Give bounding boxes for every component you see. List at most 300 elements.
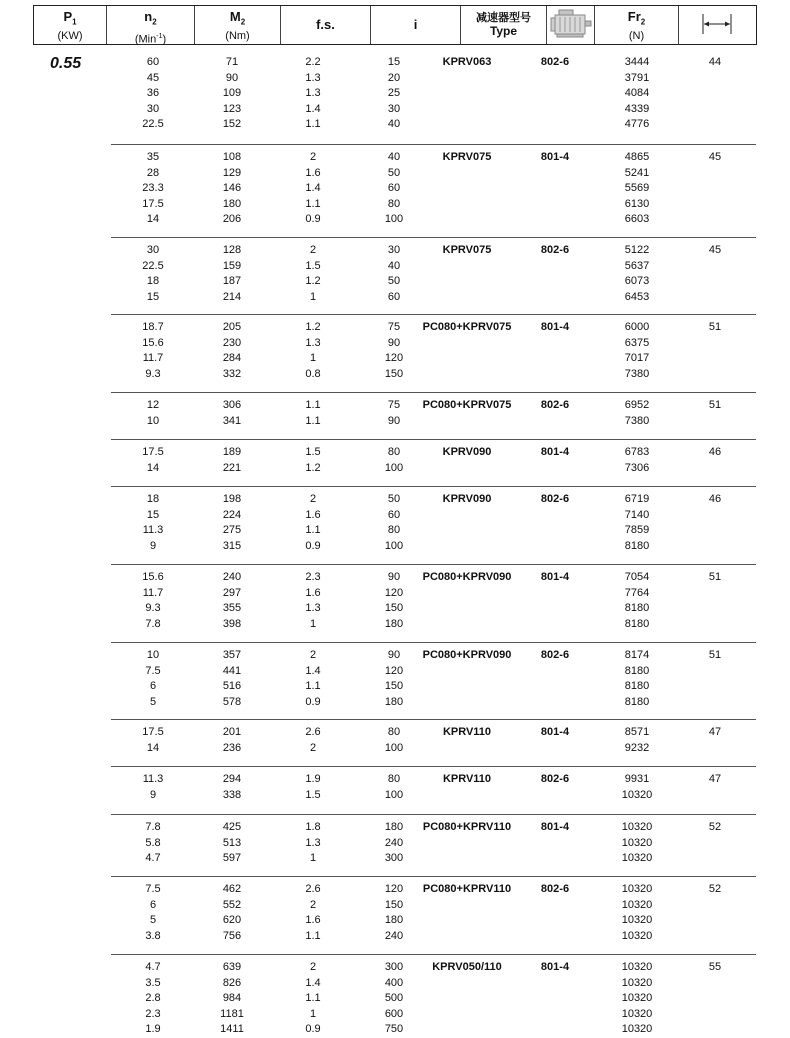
cell-fs: 1.2: [305, 321, 321, 333]
cell-dimension: 45: [708, 244, 722, 256]
cell-fs: 1.1: [305, 680, 321, 693]
cell-type: KPRV050/110: [432, 961, 502, 973]
cell-m2: 221: [222, 461, 242, 474]
cell-ratio: 80: [387, 197, 401, 210]
cell-ratio: 100: [384, 788, 404, 801]
header-fr2: $Fr_2$ (N): [594, 6, 678, 44]
cell-fs: 1.4: [305, 664, 321, 677]
cell-dimension: 47: [708, 726, 722, 738]
cell-fr2: 10320: [621, 836, 653, 849]
cell-m2: 205: [222, 321, 242, 333]
cell-fr2: 8180: [624, 602, 650, 615]
cell-motor: 802-6: [540, 244, 570, 256]
cell-m2: 826: [222, 976, 242, 989]
cell-fr2: 6130: [624, 197, 650, 210]
cell-type: KPRV063: [442, 56, 492, 68]
group-separator: [111, 439, 756, 440]
cell-ratio: 40: [387, 118, 401, 131]
cell-type: PC080+KPRV110: [422, 821, 512, 833]
cell-m2: 109: [222, 87, 242, 100]
cell-fs: 0.9: [305, 213, 321, 226]
cell-ratio: 75: [387, 399, 401, 411]
cell-fs: 2: [309, 493, 317, 505]
cell-motor: 801-4: [540, 571, 570, 583]
cell-n2: 36: [146, 87, 160, 100]
cell-m2: 206: [222, 213, 242, 226]
power-rating: 0.55: [50, 55, 82, 72]
cell-m2: 198: [222, 493, 242, 505]
cell-m2: 332: [222, 367, 242, 380]
motor-icon: [548, 6, 594, 42]
cell-m2: 71: [225, 56, 239, 68]
cell-ratio: 90: [387, 336, 401, 349]
cell-n2: 28: [146, 166, 160, 179]
cell-ratio: 40: [387, 151, 401, 163]
cell-motor: 801-4: [540, 446, 570, 458]
cell-ratio: 150: [384, 602, 404, 615]
cell-fs: 2.6: [305, 883, 321, 895]
cell-m2: 552: [222, 898, 242, 911]
cell-fr2: 6000: [624, 321, 650, 333]
cell-n2: 5: [149, 695, 157, 708]
cell-dimension: 51: [708, 399, 722, 411]
cell-m2: 639: [222, 961, 242, 973]
cell-m2: 341: [222, 414, 242, 427]
cell-fr2: 3444: [624, 56, 650, 68]
cell-m2: 315: [222, 539, 242, 552]
cell-fr2: 4865: [624, 151, 650, 163]
header-m2: $M_2$ (Nm): [194, 6, 280, 44]
cell-m2: 284: [222, 352, 242, 365]
cell-n2: 5: [149, 914, 157, 927]
cell-fs: 1.4: [305, 102, 321, 115]
cell-dimension: 52: [708, 883, 722, 895]
cell-ratio: 300: [384, 852, 404, 865]
cell-m2: 123: [222, 102, 242, 115]
cell-type: KPRV075: [442, 244, 492, 256]
cell-n2: 11.3: [142, 773, 164, 785]
cell-fs: 1.2: [305, 275, 321, 288]
cell-m2: 462: [222, 883, 242, 895]
cell-n2: 35: [146, 151, 160, 163]
cell-fs: 0.9: [305, 695, 321, 708]
cell-m2: 187: [222, 275, 242, 288]
cell-m2: 236: [222, 741, 242, 754]
cell-fr2: 10320: [621, 898, 653, 911]
cell-dimension: 51: [708, 649, 722, 661]
cell-ratio: 80: [387, 726, 401, 738]
cell-m2: 1411: [220, 1023, 244, 1036]
cell-n2: 17.5: [142, 197, 164, 210]
cell-m2: 90: [225, 71, 239, 84]
cell-fr2: 10320: [621, 1007, 653, 1020]
cell-fr2: 10320: [621, 852, 653, 865]
cell-dimension: 45: [708, 151, 722, 163]
cell-motor: 801-4: [540, 821, 570, 833]
cell-m2: 441: [222, 664, 242, 677]
cell-n2: 30: [146, 102, 160, 115]
cell-type: PC080+KPRV075: [422, 399, 512, 411]
cell-ratio: 300: [384, 961, 404, 973]
cell-n2: 9: [149, 539, 157, 552]
cell-fr2: 4776: [624, 118, 650, 131]
cell-fs: 1.9: [305, 773, 321, 785]
cell-ratio: 90: [387, 414, 401, 427]
cell-fr2: 8180: [624, 664, 650, 677]
cell-fr2: 5241: [624, 166, 650, 179]
cell-ratio: 180: [384, 695, 404, 708]
cell-m2: 230: [222, 336, 242, 349]
cell-ratio: 120: [384, 352, 404, 365]
cell-type: KPRV090: [442, 446, 492, 458]
cell-ratio: 750: [384, 1023, 404, 1036]
group-separator: [111, 954, 756, 955]
cell-n2: 9.3: [145, 367, 161, 380]
cell-fs: 1.3: [305, 336, 321, 349]
cell-m2: 108: [222, 151, 242, 163]
cell-motor: 801-4: [540, 321, 570, 333]
header-p1: $P_1$ (KW): [57, 9, 83, 42]
header-n2: $n_2$ (Min$^{-1}$): [106, 6, 194, 44]
cell-fs: 0.9: [305, 539, 321, 552]
cell-m2: 294: [222, 773, 242, 785]
cell-fr2: 8180: [624, 539, 650, 552]
cell-n2: 18: [146, 493, 160, 505]
cell-fs: 1.4: [305, 976, 321, 989]
cell-ratio: 100: [384, 539, 404, 552]
cell-fr2: 10320: [621, 1023, 653, 1036]
cell-fs: 2.6: [305, 726, 321, 738]
cell-m2: 214: [222, 290, 242, 303]
group-separator: [111, 766, 756, 767]
cell-ratio: 120: [384, 883, 404, 895]
cell-n2: 18.7: [142, 321, 164, 333]
cell-n2: 11.3: [142, 524, 164, 537]
table-header: [33, 5, 757, 45]
cell-m2: 357: [222, 649, 242, 661]
cell-n2: 6: [149, 898, 157, 911]
cell-ratio: 40: [387, 259, 401, 272]
cell-fr2: 6603: [624, 213, 650, 226]
cell-fr2: 6783: [624, 446, 650, 458]
cell-motor: 802-6: [540, 649, 570, 661]
cell-n2: 3.8: [145, 929, 161, 942]
cell-n2: 2.3: [145, 1007, 161, 1020]
header-fs: f.s.: [280, 6, 370, 44]
cell-fr2: 8174: [624, 649, 650, 661]
cell-n2: 12: [146, 399, 160, 411]
cell-type: PC080+KPRV075: [422, 321, 512, 333]
group-separator: [111, 314, 756, 315]
cell-fs: 1.1: [305, 929, 321, 942]
cell-m2: 425: [222, 821, 242, 833]
cell-dimension: 46: [708, 446, 722, 458]
cell-fr2: 10320: [621, 992, 653, 1005]
cell-fr2: 10320: [621, 976, 653, 989]
cell-ratio: 500: [384, 992, 404, 1005]
cell-n2: 7.5: [145, 883, 161, 895]
cell-fs: 1: [309, 290, 317, 303]
cell-fr2: 5122: [624, 244, 650, 256]
cell-m2: 306: [222, 399, 242, 411]
cell-fs: 1.1: [305, 197, 321, 210]
cell-ratio: 400: [384, 976, 404, 989]
cell-fr2: 9931: [624, 773, 650, 785]
cell-ratio: 60: [387, 290, 401, 303]
cell-fr2: 7054: [624, 571, 650, 583]
cell-ratio: 180: [384, 617, 404, 630]
cell-fs: 1.6: [305, 586, 321, 599]
dimension-arrow-icon: [697, 6, 737, 42]
cell-fr2: 10320: [621, 961, 653, 973]
header-type: 减速器型号 Type: [460, 6, 546, 44]
cell-type: KPRV075: [442, 151, 492, 163]
cell-ratio: 60: [387, 182, 401, 195]
cell-fs: 1.1: [305, 118, 321, 131]
cell-fr2: 7306: [624, 461, 650, 474]
cell-fs: 1.5: [305, 446, 321, 458]
cell-fr2: 5569: [624, 182, 650, 195]
group-separator: [111, 392, 756, 393]
cell-fs: 2: [309, 151, 317, 163]
cell-fs: 1.6: [305, 166, 321, 179]
cell-n2: 22.5: [142, 259, 164, 272]
cell-motor: 802-6: [540, 493, 570, 505]
cell-fs: 1.1: [305, 524, 321, 537]
cell-m2: 355: [222, 602, 242, 615]
group-separator: [111, 144, 756, 145]
cell-ratio: 90: [387, 571, 401, 583]
cell-fr2: 7017: [624, 352, 650, 365]
cell-n2: 60: [146, 56, 160, 68]
cell-ratio: 180: [384, 914, 404, 927]
cell-fr2: 8180: [624, 617, 650, 630]
cell-m2: 398: [222, 617, 242, 630]
cell-fs: 1.8: [305, 821, 321, 833]
cell-ratio: 100: [384, 213, 404, 226]
cell-fr2: 8180: [624, 680, 650, 693]
cell-dimension: 55: [708, 961, 722, 973]
cell-ratio: 240: [384, 836, 404, 849]
group-separator: [111, 642, 756, 643]
cell-ratio: 180: [384, 821, 404, 833]
cell-fs: 2: [309, 649, 317, 661]
header-ratio: i: [370, 6, 460, 44]
cell-fr2: 6375: [624, 336, 650, 349]
cell-fr2: 6719: [624, 493, 650, 505]
cell-fs: 1.5: [305, 259, 321, 272]
cell-type: KPRV090: [442, 493, 492, 505]
cell-ratio: 80: [387, 773, 401, 785]
cell-n2: 14: [146, 461, 160, 474]
cell-dimension: 44: [708, 56, 722, 68]
cell-fs: 1.3: [305, 87, 321, 100]
cell-n2: 23.3: [142, 182, 164, 195]
cell-dimension: 51: [708, 321, 722, 333]
cell-ratio: 240: [384, 929, 404, 942]
cell-fr2: 5637: [624, 259, 650, 272]
cell-m2: 620: [222, 914, 242, 927]
cell-n2: 7.8: [145, 821, 161, 833]
cell-fs: 1.5: [305, 788, 321, 801]
cell-n2: 11.7: [142, 586, 164, 599]
cell-fs: 2: [309, 898, 317, 911]
cell-fr2: 10320: [621, 788, 653, 801]
cell-n2: 5.8: [145, 836, 161, 849]
cell-fs: 1: [309, 617, 317, 630]
cell-n2: 9.3: [145, 602, 161, 615]
cell-type: KPRV110: [442, 726, 492, 738]
cell-fr2: 9232: [624, 741, 650, 754]
cell-fs: 2.2: [305, 56, 321, 68]
cell-n2: 10: [146, 649, 160, 661]
cell-fs: 1.4: [305, 182, 321, 195]
cell-ratio: 80: [387, 524, 401, 537]
cell-ratio: 120: [384, 664, 404, 677]
cell-fr2: 4339: [624, 102, 650, 115]
cell-ratio: 150: [384, 367, 404, 380]
cell-ratio: 30: [387, 244, 401, 256]
group-separator: [111, 719, 756, 720]
cell-m2: 189: [222, 446, 242, 458]
cell-n2: 9: [149, 788, 157, 801]
cell-n2: 45: [146, 71, 160, 84]
cell-m2: 597: [222, 852, 242, 865]
cell-m2: 224: [222, 508, 242, 521]
cell-ratio: 15: [387, 56, 401, 68]
cell-m2: 516: [222, 680, 242, 693]
cell-fs: 1.1: [305, 399, 321, 411]
cell-fr2: 7140: [624, 508, 650, 521]
cell-motor: 801-4: [540, 961, 570, 973]
cell-ratio: 75: [387, 321, 401, 333]
cell-fs: 1.6: [305, 508, 321, 521]
cell-motor: 802-6: [540, 883, 570, 895]
cell-fs: 1.1: [305, 992, 321, 1005]
cell-m2: 513: [222, 836, 242, 849]
cell-m2: 984: [222, 992, 242, 1005]
cell-dimension: 52: [708, 821, 722, 833]
cell-m2: 180: [222, 197, 242, 210]
cell-fs: 1: [309, 1007, 317, 1020]
cell-m2: 578: [222, 695, 242, 708]
cell-fs: 2: [309, 741, 317, 754]
group-separator: [111, 814, 756, 815]
cell-ratio: 120: [384, 586, 404, 599]
cell-ratio: 80: [387, 446, 401, 458]
cell-fs: 1.3: [305, 836, 321, 849]
group-separator: [111, 237, 756, 238]
cell-n2: 7.8: [145, 617, 161, 630]
cell-motor: 802-6: [540, 56, 570, 68]
cell-n2: 30: [146, 244, 160, 256]
cell-fs: 1.3: [305, 602, 321, 615]
cell-ratio: 25: [387, 87, 401, 100]
cell-fr2: 10320: [621, 929, 653, 942]
cell-m2: 201: [222, 726, 242, 738]
cell-m2: 756: [222, 929, 242, 942]
cell-n2: 15: [146, 290, 160, 303]
cell-dimension: 46: [708, 493, 722, 505]
cell-n2: 18: [146, 275, 160, 288]
cell-ratio: 20: [387, 71, 401, 84]
cell-n2: 15.6: [142, 336, 164, 349]
cell-ratio: 90: [387, 649, 401, 661]
cell-fr2: 7859: [624, 524, 650, 537]
cell-fr2: 10320: [621, 821, 653, 833]
cell-fs: 0.9: [305, 1023, 321, 1036]
cell-fs: 2.3: [305, 571, 321, 583]
cell-dimension: 51: [708, 571, 722, 583]
cell-ratio: 100: [384, 741, 404, 754]
cell-fr2: 8180: [624, 695, 650, 708]
cell-n2: 22.5: [142, 118, 164, 131]
cell-fr2: 10320: [621, 883, 653, 895]
cell-n2: 4.7: [145, 961, 161, 973]
cell-m2: 297: [222, 586, 242, 599]
cell-fs: 1.2: [305, 461, 321, 474]
group-separator: [111, 486, 756, 487]
group-separator: [111, 876, 756, 877]
cell-n2: 6: [149, 680, 157, 693]
cell-ratio: 150: [384, 680, 404, 693]
cell-ratio: 60: [387, 508, 401, 521]
cell-fs: 1.3: [305, 71, 321, 84]
cell-m2: 159: [222, 259, 242, 272]
cell-fs: 0.8: [305, 367, 321, 380]
cell-fs: 2: [309, 961, 317, 973]
cell-motor: 801-4: [540, 726, 570, 738]
cell-m2: 240: [222, 571, 242, 583]
cell-fs: 1: [309, 352, 317, 365]
cell-fr2: 10320: [621, 914, 653, 927]
cell-ratio: 50: [387, 493, 401, 505]
cell-ratio: 30: [387, 102, 401, 115]
cell-fs: 1: [309, 852, 317, 865]
cell-n2: 17.5: [142, 446, 164, 458]
cell-fs: 2: [309, 244, 317, 256]
cell-m2: 128: [222, 244, 242, 256]
cell-fr2: 7380: [624, 414, 650, 427]
cell-n2: 2.8: [145, 992, 161, 1005]
cell-fs: 1.6: [305, 914, 321, 927]
cell-type: PC080+KPRV090: [422, 571, 512, 583]
cell-m2: 275: [222, 524, 242, 537]
cell-fr2: 6453: [624, 290, 650, 303]
cell-type: PC080+KPRV090: [422, 649, 512, 661]
header-motor: [546, 6, 594, 44]
cell-m2: 146: [222, 182, 242, 195]
cell-n2: 14: [146, 741, 160, 754]
cell-fr2: 6073: [624, 275, 650, 288]
cell-n2: 11.7: [142, 352, 164, 365]
group-separator: [111, 564, 756, 565]
cell-n2: 15: [146, 508, 160, 521]
cell-m2: 129: [222, 166, 242, 179]
cell-fr2: 3791: [624, 71, 650, 84]
cell-n2: 1.9: [145, 1023, 161, 1036]
cell-ratio: 50: [387, 275, 401, 288]
cell-fr2: 7380: [624, 367, 650, 380]
cell-fr2: 7764: [624, 586, 650, 599]
cell-motor: 802-6: [540, 399, 570, 411]
cell-ratio: 100: [384, 461, 404, 474]
cell-n2: 14: [146, 213, 160, 226]
cell-fs: 1.1: [305, 414, 321, 427]
cell-fr2: 6952: [624, 399, 650, 411]
cell-n2: 15.6: [142, 571, 164, 583]
cell-n2: 10: [146, 414, 160, 427]
